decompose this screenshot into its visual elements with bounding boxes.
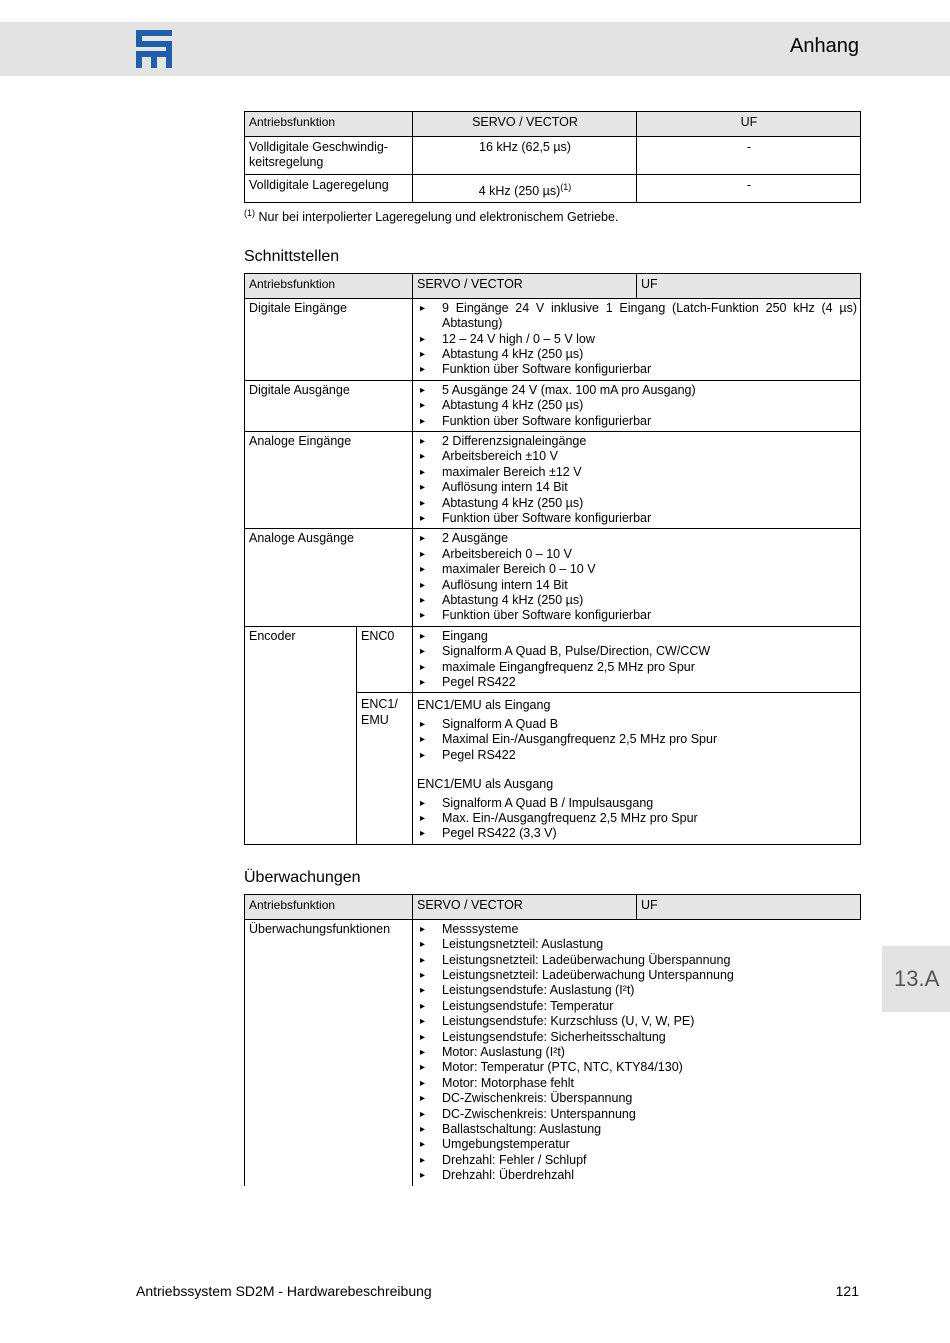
table-cell: Volldigitale Lageregelung <box>245 175 413 203</box>
page-header <box>0 22 950 76</box>
table-cell <box>413 380 861 431</box>
table-cell <box>413 431 861 528</box>
bullet-list <box>417 629 857 691</box>
list-item: ▸ Pegel RS422 <box>417 748 857 763</box>
list-item: ▸ Leistungsnetzteil: Auslastung <box>417 937 858 952</box>
row-label: Überwachungsfunktionen <box>245 919 413 1185</box>
bullet-list <box>417 717 857 763</box>
row-label: Encoder <box>245 626 357 844</box>
footnote-text: Nur bei interpolierter Lageregelung und elektronischem Getriebe. <box>258 209 619 224</box>
page-content <box>244 111 860 1186</box>
list-item: ▸ Signalform A Quad B / Impulsausgang <box>417 796 857 811</box>
column-header: UF <box>637 273 861 298</box>
list-item: ▸ Max. Ein-/Ausgangfrequenz 2,5 MHz pro Spur <box>417 811 857 826</box>
list-item: ▸ maximaler Bereich 0 – 10 V <box>417 562 857 577</box>
list-item: ▸ 5 Ausgänge 24 V (max. 100 mA pro Ausgang) <box>417 383 857 398</box>
row-label: Analoge Eingänge <box>245 431 413 528</box>
column-header: Antriebsfunktion <box>245 112 413 137</box>
sub-label: ENC0 <box>357 626 413 693</box>
table-cell <box>413 626 861 693</box>
list-item: ▸ maximaler Bereich ±12 V <box>417 465 857 480</box>
footnote <box>244 208 860 224</box>
spacer <box>417 763 857 777</box>
table-cell <box>413 298 861 380</box>
footer-doc-title: Antriebssystem SD2M - Hardwarebeschreibung <box>136 1283 432 1299</box>
list-item: ▸ Motor: Motorphase fehlt <box>417 1076 858 1091</box>
chapter-tab <box>882 946 950 1012</box>
list-item: ▸ Leistungsendstufe: Sicherheitsschaltung <box>417 1030 858 1045</box>
bullet-list <box>417 383 857 429</box>
column-header: UF <box>637 112 861 137</box>
list-item: ▸ Funktion über Software konfigurierbar <box>417 511 857 526</box>
table-cell: Volldigitale Geschwindig-keitsregelung <box>245 137 413 175</box>
cell-value: 4 kHz (250 µs) <box>478 184 561 199</box>
list-item: ▸ Eingang <box>417 629 857 644</box>
list-item: ▸ Abtastung 4 kHz (250 µs) <box>417 593 857 608</box>
sub-heading: ENC1/EMU als Ausgang <box>417 777 554 792</box>
sub-label: ENC1/ EMU <box>357 693 413 844</box>
bullet-list <box>417 922 858 1184</box>
table-cell <box>413 529 861 626</box>
list-item: ▸ Pegel RS422 (3,3 V) <box>417 826 857 841</box>
list-item: ▸ 2 Ausgänge <box>417 531 857 546</box>
column-header: Antriebsfunktion <box>245 273 413 298</box>
row-label: Digitale Ausgänge <box>245 380 413 431</box>
list-item: ▸ Leistungsnetzteil: Ladeüberwachung Überspannung <box>417 953 858 968</box>
bullet-list <box>417 434 857 526</box>
control-table <box>244 111 861 203</box>
list-item: ▸ Motor: Auslastung (I²t) <box>417 1045 858 1060</box>
section-title: Anhang <box>790 35 859 57</box>
list-item: ▸ Auflösung intern 14 Bit <box>417 578 857 593</box>
row-label: Digitale Eingänge <box>245 298 413 380</box>
bullet-list <box>417 531 857 623</box>
list-item: ▸ Signalform A Quad B, Pulse/Direction, CW/CCW <box>417 644 857 659</box>
list-item: ▸ Funktion über Software konfigurierbar <box>417 414 857 429</box>
list-item: ▸ Funktion über Software konfigurierbar <box>417 362 857 377</box>
list-item: ▸ Abtastung 4 kHz (250 µs) <box>417 347 857 362</box>
list-item: ▸ 9 Eingänge 24 V inklusive 1 Eingang (Latch-Funktion 250 kHz (4 µs) Abtastung) <box>417 301 857 332</box>
list-item: ▸ Leistungsnetzteil: Ladeüberwachung Unterspannung <box>417 968 858 983</box>
list-item: ▸ Leistungsendstufe: Auslastung (I²t) <box>417 983 858 998</box>
list-item: ▸ 12 – 24 V high / 0 – 5 V low <box>417 332 857 347</box>
section-heading: Schnittstellen <box>244 247 340 265</box>
list-item: ▸ Motor: Temperatur (PTC, NTC, KTY84/130) <box>417 1060 858 1075</box>
list-item: ▸ Messsysteme <box>417 922 858 937</box>
sub-heading: ENC1/EMU als Eingang <box>417 698 551 713</box>
footnote-mark: (1) <box>244 207 255 218</box>
row-label: Analoge Ausgänge <box>245 529 413 626</box>
list-item: ▸ Abtastung 4 kHz (250 µs) <box>417 496 857 511</box>
list-item: ▸ Maximal Ein-/Ausgangfrequenz 2,5 MHz pro Spur <box>417 732 857 747</box>
list-item: ▸ Pegel RS422 <box>417 675 857 690</box>
column-header: SERVO / VECTOR <box>413 112 637 137</box>
bullet-list <box>417 301 857 378</box>
footnote-reference: (1) <box>560 182 572 192</box>
column-header: SERVO / VECTOR <box>413 894 637 919</box>
table-cell: 16 kHz (62,5 µs) <box>413 137 637 175</box>
table-cell <box>413 175 637 203</box>
bullet-list <box>417 796 857 842</box>
chapter-tab-label: 13.A <box>894 966 940 991</box>
table-cell: - <box>637 137 861 175</box>
list-item: ▸ 2 Differenzsignaleingänge <box>417 434 857 449</box>
list-item: ▸ Drehzahl: Überdrehzahl <box>417 1168 858 1183</box>
list-item: ▸ Funktion über Software konfigurierbar <box>417 608 857 623</box>
list-item: ▸ Drehzahl: Fehler / Schlupf <box>417 1153 858 1168</box>
column-header: UF <box>637 894 861 919</box>
list-item: ▸ DC-Zwischenkreis: Unterspannung <box>417 1107 858 1122</box>
company-logo <box>136 30 172 68</box>
monitoring-table <box>244 894 861 1186</box>
list-item: ▸ Abtastung 4 kHz (250 µs) <box>417 398 857 413</box>
list-item: ▸ Umgebungstemperatur <box>417 1137 858 1152</box>
table-cell <box>413 693 861 844</box>
list-item: ▸ Leistungsendstufe: Kurzschluss (U, V, W, PE) <box>417 1014 858 1029</box>
list-item: ▸ Signalform A Quad B <box>417 717 857 732</box>
list-item: ▸ Ballastschaltung: Auslastung <box>417 1122 858 1137</box>
column-header: Antriebsfunktion <box>245 894 413 919</box>
column-header: SERVO / VECTOR <box>413 273 637 298</box>
list-item: ▸ Arbeitsbereich 0 – 10 V <box>417 547 857 562</box>
list-item: ▸ Arbeitsbereich ±10 V <box>417 449 857 464</box>
page-number: 121 <box>835 1283 859 1299</box>
list-item: ▸ DC-Zwischenkreis: Überspannung <box>417 1091 858 1106</box>
table-cell: - <box>637 175 861 203</box>
section-heading: Überwachungen <box>244 868 361 886</box>
list-item: ▸ maximale Eingangfrequenz 2,5 MHz pro Spur <box>417 660 857 675</box>
list-item: ▸ Auflösung intern 14 Bit <box>417 480 857 495</box>
table-cell <box>413 919 861 1185</box>
interfaces-table <box>244 273 861 845</box>
list-item: ▸ Leistungsendstufe: Temperatur <box>417 999 858 1014</box>
